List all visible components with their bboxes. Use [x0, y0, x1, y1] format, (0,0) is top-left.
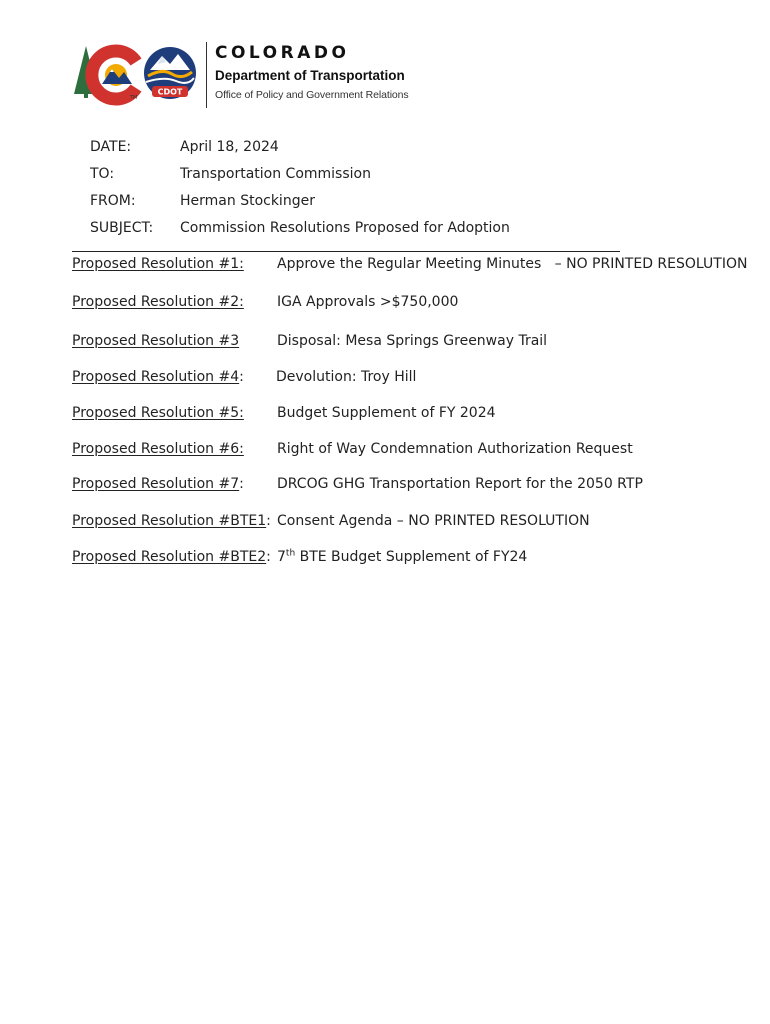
- memo-label: TO:: [90, 166, 115, 182]
- resolution-description: Consent Agenda – NO PRINTED RESOLUTION: [277, 513, 590, 529]
- memo-from-row: [90, 193, 315, 209]
- memo-to-row: [90, 166, 371, 182]
- divider-line: [72, 251, 620, 252]
- resolution-label: Proposed Resolution #3: [72, 333, 240, 349]
- org-name: COLORADO: [215, 43, 350, 63]
- memo-date-row: [90, 139, 279, 155]
- colorado-cdot-logo: [72, 42, 202, 108]
- resolution-label: Proposed Resolution #7:: [72, 476, 244, 492]
- resolution-description: Right of Way Condemnation Authorization Request: [277, 441, 633, 457]
- resolution-label: Proposed Resolution #4:: [72, 369, 244, 385]
- memo-label: FROM:: [90, 193, 136, 209]
- memo-label: SUBJECT:: [90, 220, 154, 236]
- memo-value: Transportation Commission: [180, 166, 371, 182]
- letterhead: [72, 42, 432, 112]
- svg-text:TM: TM: [130, 95, 138, 101]
- resolution-label: Proposed Resolution #1:: [72, 256, 244, 272]
- resolution-label: Proposed Resolution #BTE1:: [72, 513, 271, 529]
- memo-subject-row: [90, 220, 510, 236]
- department-name: Department of Transportation: [215, 68, 405, 83]
- resolution-description: Devolution: Troy Hill: [276, 369, 417, 385]
- resolution-description: Disposal: Mesa Springs Greenway Trail: [277, 333, 548, 349]
- office-name: Office of Policy and Government Relations: [215, 89, 409, 101]
- org-text-block: [206, 42, 445, 108]
- resolution-label: Proposed Resolution #2:: [72, 294, 244, 310]
- svg-text:CDOT: CDOT: [157, 87, 183, 97]
- memo-value: April 18, 2024: [180, 139, 279, 155]
- resolution-description: Budget Supplement of FY 2024: [277, 405, 496, 421]
- memo-label: DATE:: [90, 139, 132, 155]
- resolution-label: Proposed Resolution #BTE2:: [72, 549, 271, 565]
- memo-value: Commission Resolutions Proposed for Adoption: [180, 220, 510, 236]
- resolution-description: IGA Approvals >$750,000: [277, 294, 459, 310]
- resolution-description: Approve the Regular Meeting Minutes – NO PRINTED RESOLUTION: [277, 256, 748, 272]
- resolution-label: Proposed Resolution #6:: [72, 441, 244, 457]
- resolution-label: Proposed Resolution #5:: [72, 405, 244, 421]
- resolution-description: DRCOG GHG Transportation Report for the 2050 RTP: [277, 476, 643, 492]
- memo-value: Herman Stockinger: [180, 193, 315, 209]
- resolution-description: 7th BTE Budget Supplement of FY24: [277, 548, 528, 565]
